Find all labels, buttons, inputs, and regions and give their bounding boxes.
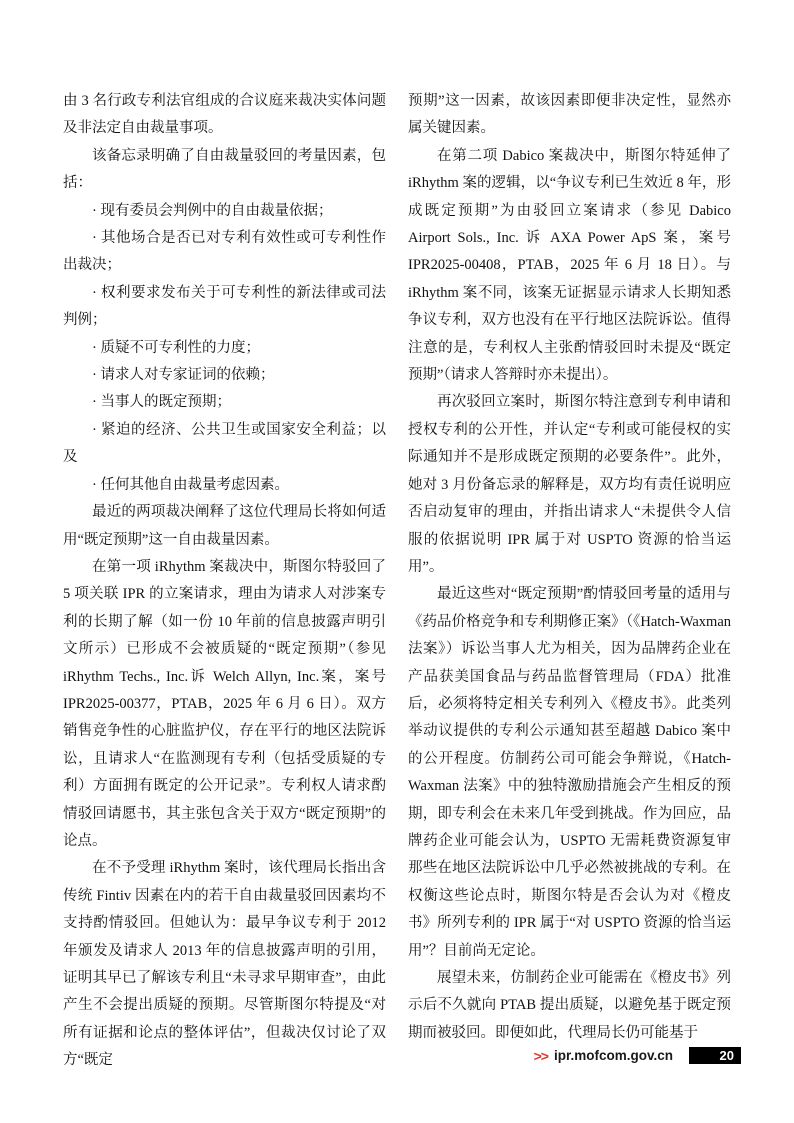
- paragraph: 最近这些对“既定预期”酌情驳回考量的适用与《药品价格竞争和专利期修正案》（《Hatch-Waxman 法案》）诉讼当事人尤为相关，因为品牌药企业在产品获美国食品与药品监督管理局（FDA）批准后，必须将特定相关专利列入《橙皮书》。此类列举动议提供的专利公示通知甚至超越 Dabico 案中的公开程度。仿制药公司可能会争辩说，《Hatch-Waxman 法案》中的独特激励措施会产生相反的预期，即专利会在未来几年受到挑战。作为回应，品牌药企业可能会认为，USPTO 无需耗费资源复审那些在地区法院诉讼中几乎必然被挑战的专利。在权衡这些论点时，斯图尔特是否会认为对《橙皮书》所列专利的 IPR 属于“对 USPTO 资源的恰当运用”？目前尚无定论。: [408, 586, 731, 959]
- paragraph: 展望未来，仿制药企业可能需在《橙皮书》列示后不久就向 PTAB 提出质疑，以避免基于既定预期而被驳回。即便如此，代理局长仍可能基于: [408, 970, 731, 1041]
- bullet-item: · 质疑不可专利性的力度；: [92, 339, 260, 356]
- bullet-item: · 紧迫的经济、公共卫生或国家安全利益；以及: [63, 421, 386, 466]
- paragraph: 由 3 名行政专利法官组成的合议庭来裁决实体问题及非法定自由裁量事项。: [63, 93, 386, 137]
- paragraph: 预期”这一因素，故该因素即便非决定性，显然亦属关键因素。: [408, 93, 731, 137]
- page-number-badge: 20: [689, 1047, 741, 1064]
- bullet-item: · 当事人的既定预期；: [92, 394, 231, 411]
- paragraph: 在第一项 iRhythm 案裁决中，斯图尔特驳回了 5 项关联 IPR 的立案请求，理由为请求人对涉案专利的长期了解（如一份 10 年前的信息披露声明引文所示）已形成不会被质疑的“既定预期”（参见 iRhythm Techs., Inc.诉 Welch Allyn, Inc.案，案号 IPR2025-00377，PTAB，2025 年 6 月 6 日）。双方销售竞争性的心脏监护仪，存在平行的地区法院诉讼，且请求人“在监测现有专利（包括受质疑的专利）方面拥有既定的公开记录”。专利权人请求酌情驳回请愿书，其主张包含关于双方“既定预期”的论点。: [63, 558, 386, 849]
- paragraph: 再次驳回立案时，斯图尔特注意到专利申请和授权专利的公开性，并认定“专利或可能侵权的实际通知并不是形成既定预期的必要条件”。此外，她对 3 月份备忘录的解释是，双方均有责任说明应否启动复审的理由，并指出请求人“未提供令人信服的依据说明 IPR 属于对 USPTO 资源的恰当运用”。: [408, 394, 731, 575]
- bullet-item: · 请求人对专家证词的依赖；: [92, 367, 275, 384]
- paragraph: 该备忘录明确了自由裁量驳回的考量因素，包括：: [63, 147, 386, 192]
- paragraph: 在第二项 Dabico 案裁决中，斯图尔特延伸了 iRhythm 案的逻辑，以“争议专利已生效近 8 年，形成既定预期”为由驳回立案请求（参见 Dabico Airport Sols., Inc. 诉 AXA Power ApS 案，案号 IPR2025-00408，PTAB，2025 年 6 月 18 日）。与 iRhythm 案不同，该案无证据显示请求人长期知悉争议专利，双方也没有在平行地区法院诉讼。值得注意的是，专利权人主张酌情驳回时未提及“既定预期”（请求人答辩时亦未提出）。: [408, 147, 731, 384]
- paragraph: 最近的两项裁决阐释了这位代理局长将如何适用“既定预期”这一自由裁量因素。: [63, 504, 386, 548]
- text-column-left: [63, 88, 386, 1075]
- bullet-item: · 现有委员会判例中的自由裁量依据；: [92, 202, 333, 219]
- bullet-item: · 任何其他自由裁量考虑因素。: [92, 476, 289, 493]
- text-column-right: [408, 88, 731, 1047]
- bullet-item: · 权利要求发布关于可专利性的新法律或司法判例；: [63, 284, 386, 329]
- paragraph: 在不予受理 iRhythm 案时，该代理局长指出含传统 Fintiv 因素在内的若干自由裁量驳回因素均不支持酌情驳回。但她认为：最早争议专利于 2012 年颁发及请求人 2013 年的信息披露声明的引用，证明其早已了解该专利且“未寻求早期审查”，由此产生不会提出质疑的预期。尽管斯图尔特提及“对所有证据和论点的整体评估”，但裁决仅讨论了双方“既定: [63, 860, 386, 1069]
- bullet-item: · 其他场合是否已对专利有效性或可专利性作出裁决；: [63, 230, 386, 274]
- double-chevron-icon: >>: [533, 1047, 548, 1064]
- footer-url: ipr.mofcom.gov.cn: [553, 1048, 673, 1063]
- page-footer: [534, 1047, 741, 1064]
